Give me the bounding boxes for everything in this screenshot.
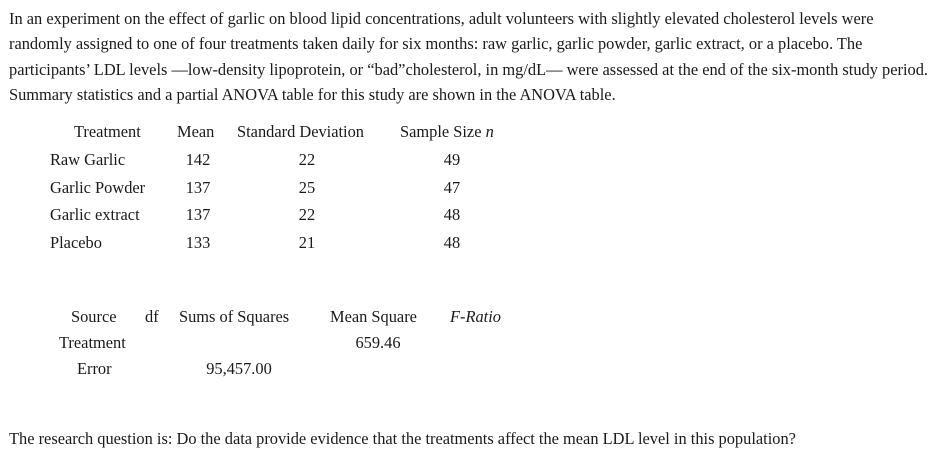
anova-header-ms: Mean Square bbox=[330, 307, 417, 326]
summary-row-treatment: Garlic extract bbox=[50, 205, 140, 224]
summary-row-treatment: Raw Garlic bbox=[50, 150, 126, 169]
summary-row-sd: 22 bbox=[298, 205, 316, 224]
summary-row-mean: 142 bbox=[185, 150, 211, 169]
summary-header-n-label: Sample Size bbox=[400, 122, 486, 141]
summary-row-treatment: Placebo bbox=[50, 233, 102, 252]
summary-row-sd: 22 bbox=[298, 150, 316, 169]
summary-row-n: 48 bbox=[443, 205, 461, 224]
intro-paragraph: In an experiment on the effect of garlic on blood lipid concentrations, adult volunteers with slightly elevated cholesterol levels were randomly assigned to one of four treatments taken daily for six months: raw garlic, garlic powder, garlic extract, or a placebo. The participants’ LDL levels —low-density lipoprotein, or “bad”cholesterol, in mg/dL— were assessed at the end of the six-month study period. Summary statistics and a partial ANOVA table for this study are shown in the ANOVA table. bbox=[9, 9, 929, 105]
anova-header-source: Source bbox=[71, 307, 117, 326]
anova-header-ss: Sums of Squares bbox=[179, 307, 290, 326]
summary-row-n: 48 bbox=[443, 233, 461, 252]
summary-row-mean: 137 bbox=[185, 178, 211, 197]
anova-header-df: df bbox=[145, 307, 159, 326]
summary-header-sd: Standard Deviation bbox=[237, 122, 364, 141]
summary-header-mean: Mean bbox=[177, 122, 215, 141]
summary-row-mean: 137 bbox=[185, 205, 211, 224]
anova-row-source: Error bbox=[77, 359, 112, 378]
summary-header-n bbox=[400, 122, 494, 142]
summary-row-mean: 133 bbox=[185, 233, 211, 252]
anova-row-ms: 659.46 bbox=[355, 333, 401, 352]
summary-row-n: 49 bbox=[443, 150, 461, 169]
anova-row-ss: 95,457.00 bbox=[206, 359, 272, 378]
anova-header-f: F-Ratio bbox=[450, 307, 501, 326]
summary-row-sd: 21 bbox=[298, 233, 316, 252]
summary-row-n: 47 bbox=[443, 178, 461, 197]
summary-row-treatment: Garlic Powder bbox=[50, 178, 146, 197]
summary-header-treatment: Treatment bbox=[74, 122, 141, 141]
anova-row-source: Treatment bbox=[59, 333, 126, 352]
research-question: The research question is: Do the data provide evidence that the treatments affect the mean LDL level in this population? bbox=[9, 429, 796, 448]
summary-header-n-symbol: n bbox=[485, 122, 494, 141]
summary-row-sd: 25 bbox=[298, 178, 316, 197]
